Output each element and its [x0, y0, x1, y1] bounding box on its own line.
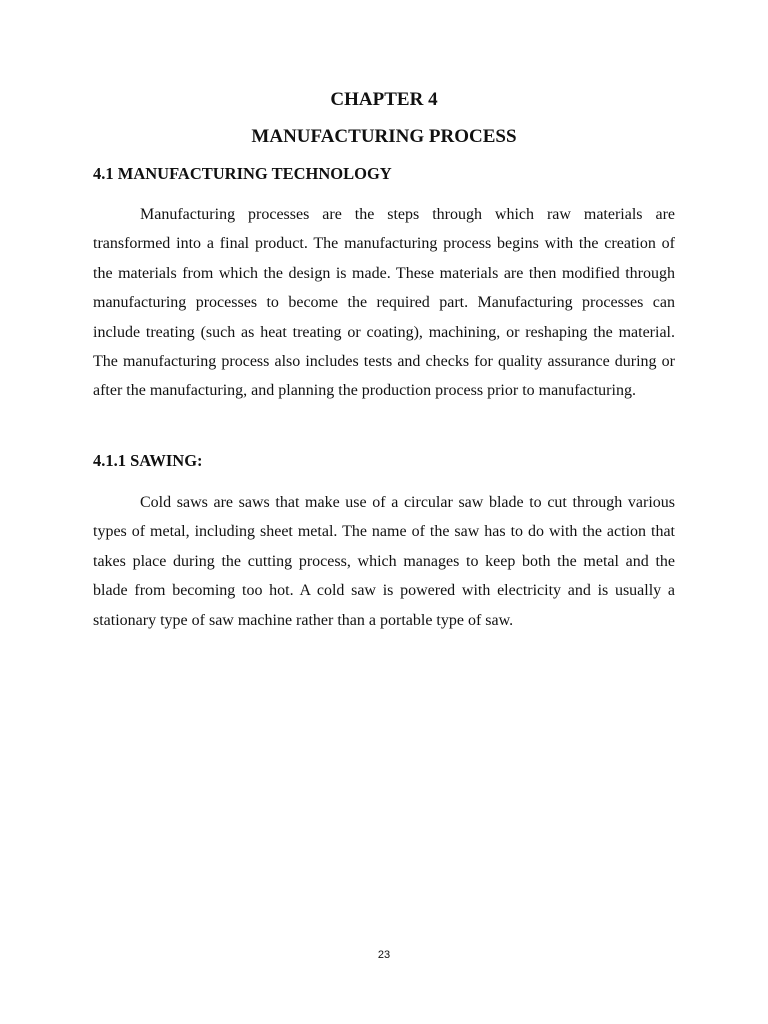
subsection-heading: 4.1.1 SAWING: — [93, 451, 203, 470]
section-heading: 4.1 MANUFACTURING TECHNOLOGY — [93, 164, 392, 183]
section-paragraph: Manufacturing processes are the steps through which raw materials are transformed into a final product. The manufacturing process begins with the creation of the materials from which the design is made. These materials are then modified through manufacturing processes to become the required part. Manufacturing processes can include treating (such as heat treating or coating), machining, or reshaping the material. The manufacturing process also includes tests and checks for quality assurance during or after the manufacturing, and planning the production process prior to manufacturing. — [93, 206, 675, 400]
chapter-label: CHAPTER 4 — [330, 89, 438, 110]
subsection-paragraph: Cold saws are saws that make use of a circular saw blade to cut through various types of metal, including sheet metal. The name of the saw has to do with the action that takes place during the cutting process, which manages to keep both the metal and the blade from becoming too hot. A cold saw is powered with electricity and is usually a stationary type of saw machine rather than a portable type of saw. — [93, 494, 675, 629]
page-number: 23 — [377, 949, 391, 961]
chapter-title: MANUFACTURING PROCESS — [251, 126, 517, 147]
